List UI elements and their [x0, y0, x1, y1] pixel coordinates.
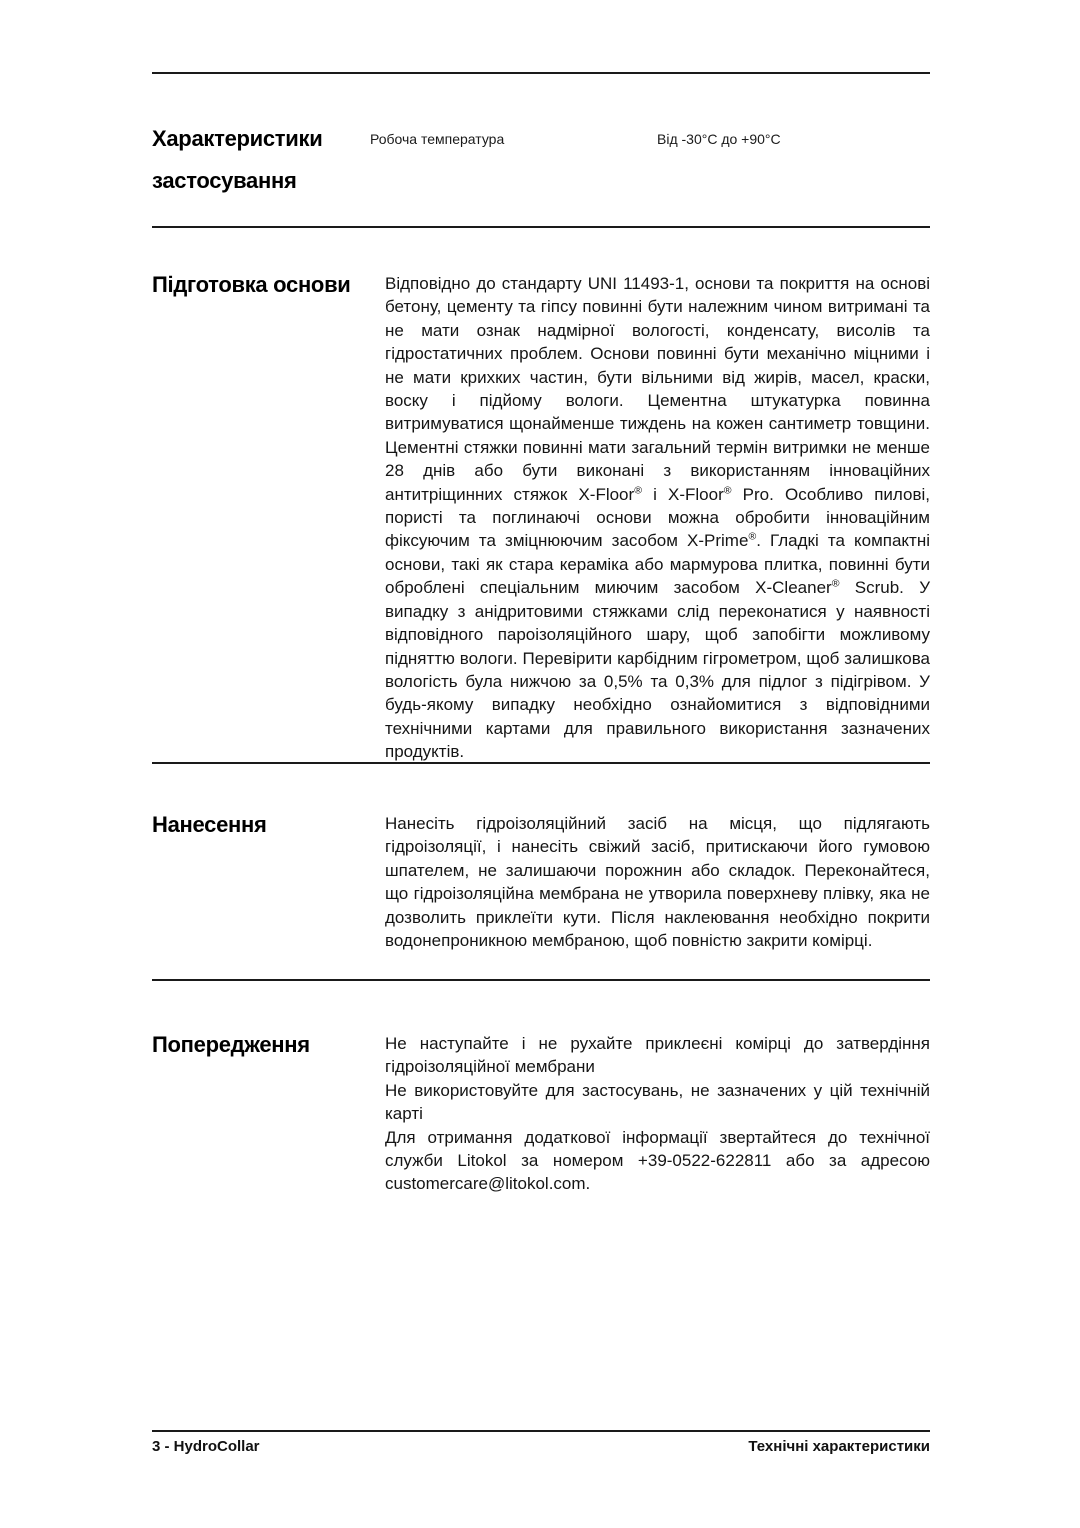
warning-paragraph: Не використовуйте для застосувань, не зазначених у цій технічній карті: [385, 1080, 930, 1124]
section-substrate-preparation: [152, 272, 930, 764]
divider-application: [152, 979, 930, 981]
application-body-text: Нанесіть гідроізоляційний засіб на місця, що підлягають гідроізоляції, і нанесіть свіжий засіб, притискаючи його гумовою шпателем, не залишаючи порожнин або складок. Переконайтеся, що гідроізоляційна мембрана не утворила поверхневу плівку, яка не дозволить приклеїти кути. Після наклеювання необхідно покрити водонепроникною мембраною, щоб повністю закрити комірці.: [385, 814, 930, 951]
divider-characteristics: [152, 226, 930, 228]
divider-footer: [152, 1430, 930, 1432]
footer-page-product: 3 - HydroCollar: [152, 1438, 260, 1455]
warning-paragraph: Не наступайте і не рухайте приклеєні комірці до затвердіння гідроізоляційної мембрани: [385, 1034, 930, 1077]
section-application: [152, 812, 930, 952]
spec-value: Від -30°C до +90°C: [657, 131, 781, 147]
section-characteristics: [152, 118, 930, 202]
spec-label: Робоча температура: [370, 131, 505, 147]
footer-document-title: Технічні характеристики: [748, 1438, 930, 1455]
preparation-body-text: Відповідно до стандарту UNI 11493-1, основи та покриття на основі бетону, цементу та гіпсу повинні бути належним чином витримані та не мати ознак надмірної вологості, конденсату, висолів та гідростатичних проблем. Основи повинні бути механічно міцними і не мати крихких частин, бути вільними від жирів, масел, краски, воску і підйому вологи. Цементна штукатурка повинна витримуватися щонайменше тиждень на кожен сантиметр товщини. Цементні стяжки повинні мати загальний термін витримки не менше 28 днів або бути виконані з використанням інноваційних антитріщинних стяжок X-Floor® і X-Floor® Pro. Особливо пилові, пористі та поглинаючі основи можна обробити інноваційним фіксуючим та зміцнюючим засобом X-Prime®. Гладкі та компактні основи, такі як стара кераміка або мармурова плитка, повинні бути оброблені спеціальним миючим засобом X-Cleaner® Scrub. У випадку з анідритовими стяжками слід переконатися у наявності відповідного пароізоляційного шару, щоб запобігти можливому підняттю вологи. Перевірити карбідним гігрометром, щоб залишкова вологість була нижчою за 0,5% та 0,3% для підлог з підігрівом. У будь-якому випадку необхідно ознайомитися з відповідними технічними картами для правильного використання зазначених продуктів.: [385, 274, 931, 762]
section-heading-preparation: Підготовка основи: [152, 272, 351, 297]
spec-table: [370, 118, 930, 202]
section-warnings: [152, 1032, 930, 1196]
section-heading-characteristics: Характеристики застосування: [152, 126, 323, 193]
section-heading-application: Нанесення: [152, 812, 267, 837]
divider-preparation: [152, 762, 930, 764]
warnings-body: [385, 1032, 930, 1196]
spec-row-working-temperature: [370, 118, 930, 160]
page-footer: [152, 1438, 930, 1455]
section-heading-warnings: Попередження: [152, 1032, 310, 1057]
divider-top: [152, 72, 930, 74]
warning-paragraph: Для отримання додаткової інформації звертайтеся до технічної служби Litokol за номером +39-0522-622811 або за адресою customercare@litokol.com.: [385, 1127, 930, 1194]
